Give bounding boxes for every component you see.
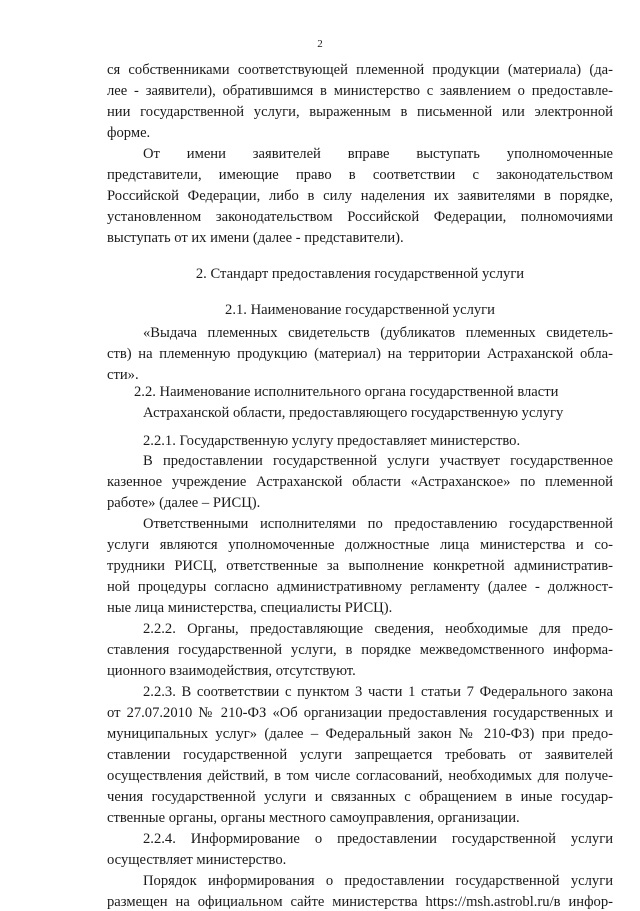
- page-number: 2: [317, 38, 323, 50]
- text-line: От имени заявителей вправе выступать уполномоченные: [143, 146, 613, 162]
- text-line: установленном законодательством Российской Федерации, полномочиями: [107, 209, 613, 225]
- text-line: Российской Федерации, либо в силу наделения их заявителями в порядке,: [107, 188, 613, 204]
- text-line: ств) на племенную продукцию (материал) на территории Астраханской обла-: [107, 346, 613, 362]
- text-line: услуги являются уполномоченные должностные лица министерства и со-: [107, 537, 613, 553]
- text-line: В предоставлении государственной услуги участвует государственное: [143, 453, 613, 469]
- subsection-heading: Астраханской области, предоставляющего государственную услугу: [143, 405, 564, 421]
- text-line: ставления государственной услуги, в порядке межведомственного информа-: [107, 642, 613, 658]
- text-line: Порядок информирования о предоставлении государственной услуги: [143, 873, 613, 889]
- text-line: представители, имеющие право в соответствии с законодательством: [107, 167, 613, 183]
- text-line: выступать от их имени (далее - представители).: [107, 230, 404, 246]
- text-line: размещен на официальном сайте министерства https://msh.astrobl.ru/в инфор-: [107, 894, 613, 910]
- text-line: лее - заявители), обратившимся в министерство с заявлением о предоставле-: [107, 83, 613, 99]
- text-line: работе» (далее – РИСЦ).: [107, 495, 261, 511]
- text-line: 2.2.4. Информирование о предоставлении государственной услуги: [143, 831, 613, 847]
- text-line: 2.2.2. Органы, предоставляющие сведения, необходимые для предо-: [143, 621, 613, 637]
- text-line: 2.2.3. В соответствии с пунктом 3 части 1 статьи 7 Федерального закона: [143, 684, 613, 700]
- text-line: нии государственной услуги, выраженным в письменной или электронной: [107, 104, 613, 120]
- text-line: трудники РИСЦ, ответственные за выполнение конкретной административ-: [107, 558, 613, 574]
- text-line: осуществляет министерство.: [107, 852, 287, 868]
- text-line: Ответственными исполнителями по предоставлению государственной: [143, 516, 613, 532]
- text-line: казенное учреждение Астраханской области «Астраханское» по племенной: [107, 474, 613, 490]
- text-line: ные лица министерства, специалисты РИСЦ).: [107, 600, 393, 616]
- section-heading: 2. Стандарт предоставления государственной услуги: [195, 266, 525, 282]
- text-line: от 27.07.2010 № 210-ФЗ «Об организации предоставления государственных и: [107, 705, 613, 721]
- text-line: форме.: [107, 125, 151, 141]
- text-line: ственные органы, органы местного самоуправления, организации.: [107, 810, 520, 826]
- subsection-heading: 2.2. Наименование исполнительного органа государственной власти: [134, 384, 559, 400]
- text-line: чения государственной услуги и связанных с обращением в иные государ-: [107, 789, 613, 805]
- text-line: ставлении государственной услуги запрещается требовать от заявителей: [107, 747, 613, 763]
- text-line: сти».: [107, 367, 139, 383]
- text-line: ной процедуры согласно административному регламенту (далее - должност-: [107, 579, 613, 595]
- text-line: осуществления действий, в том числе согласований, необходимых для получе-: [107, 768, 613, 784]
- text-line: «Выдача племенных свидетельств (дубликатов племенных свидетель-: [143, 325, 613, 341]
- text-line: ционного взаимодействия, отсутствуют.: [107, 663, 356, 679]
- text-line: ся собственниками соответствующей племенной продукции (материала) (да-: [107, 62, 613, 78]
- text-line: муниципальных услуг» (далее – Федеральный закон № 210-ФЗ) при предо-: [107, 726, 613, 742]
- subsection-heading: 2.1. Наименование государственной услуги: [225, 302, 495, 318]
- text-line: 2.2.1. Государственную услугу предоставляет министерство.: [143, 433, 521, 449]
